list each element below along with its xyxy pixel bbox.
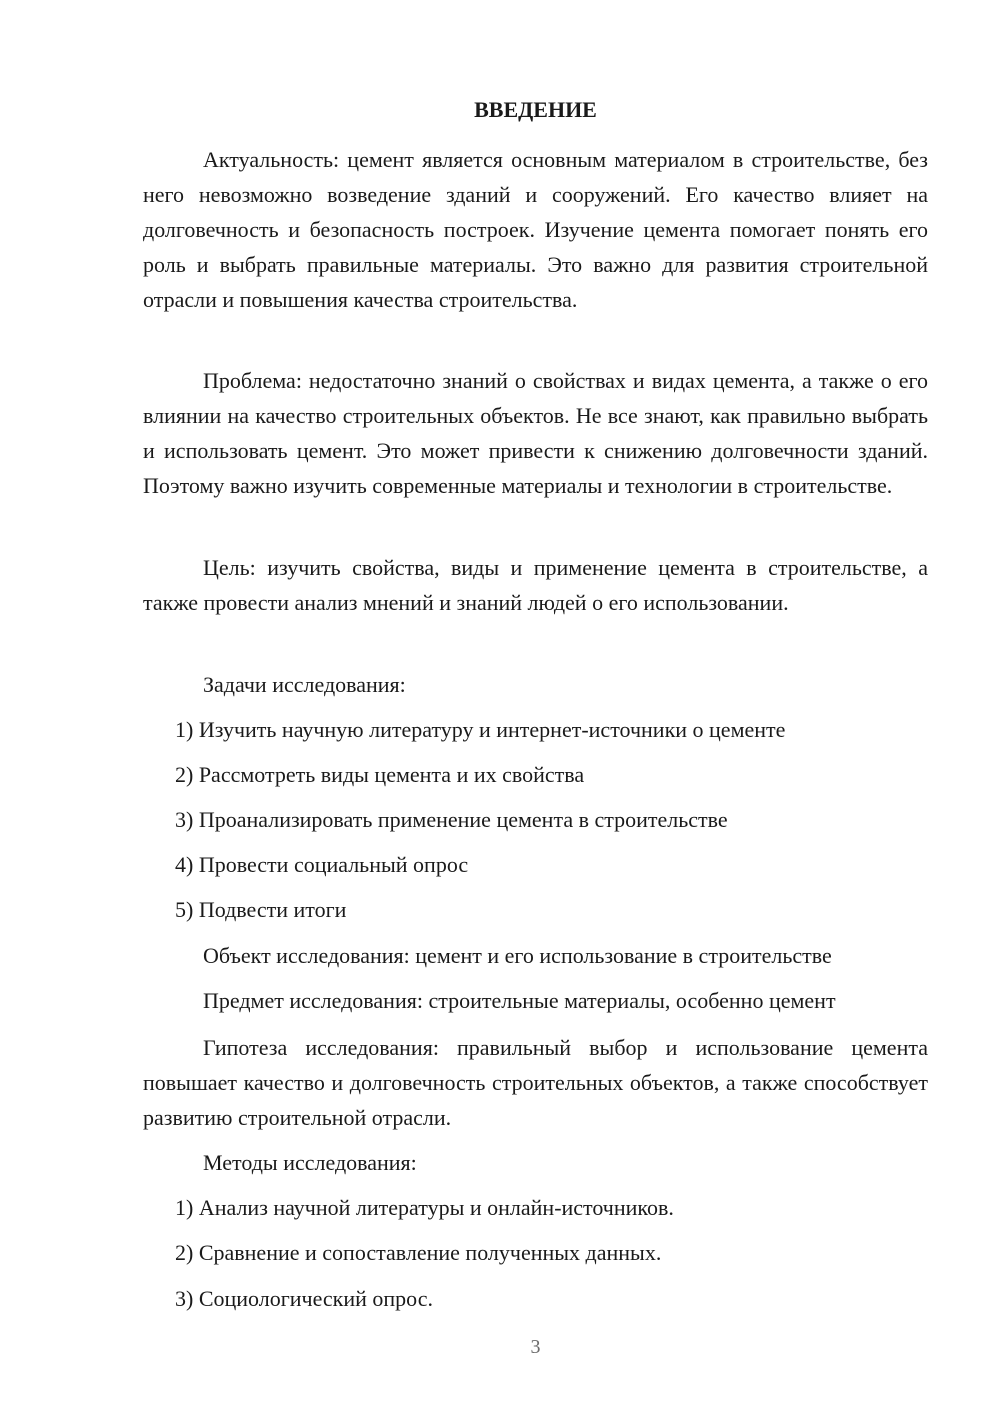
- page-number: 3: [530, 1336, 541, 1358]
- task-item-5: 5) Подвести итоги: [175, 897, 347, 922]
- hypothesis-paragraph: Гипотеза исследования: правильный выбор и использование цемента повышает качество и долговечность строительных объектов, а также способствует развитию строительной отрасли.: [143, 1035, 928, 1130]
- section-title: ВВЕДЕНИЕ: [474, 97, 597, 122]
- task-item-1: 1) Изучить научную литературу и интернет-источники о цементе: [175, 717, 786, 742]
- method-item-3: 3) Социологический опрос.: [175, 1286, 433, 1311]
- tasks-heading: Задачи исследования:: [203, 672, 406, 697]
- methods-heading: Методы исследования:: [203, 1150, 417, 1175]
- document-page: [143, 0, 928, 1414]
- task-item-2: 2) Рассмотреть виды цемента и их свойства: [175, 762, 585, 787]
- method-item-1: 1) Анализ научной литературы и онлайн-источников.: [175, 1195, 674, 1220]
- task-item-3: 3) Проанализировать применение цемента в строительстве: [175, 807, 728, 832]
- method-item-2: 2) Сравнение и сопоставление полученных данных.: [175, 1240, 662, 1265]
- relevance-paragraph: Актуальность: цемент является основным материалом в строительстве, без него невозможно возведение зданий и сооружений. Его качество влияет на долговечность и безопасность построек. Изучение цемента помогает понять его роль и выбрать правильные материалы. Это важно для развития строительной отрасли и повышения качества строительства.: [143, 147, 928, 312]
- problem-paragraph: Проблема: недостаточно знаний о свойствах и видах цемента, а также о его влиянии на качество строительных объектов. Не все знают, как правильно выбрать и использовать цемент. Это может привести к снижению долговечности зданий. Поэтому важно изучить современные материалы и технологии в строительстве.: [143, 368, 928, 498]
- research-subject: Предмет исследования: строительные материалы, особенно цемент: [203, 988, 836, 1013]
- task-item-4: 4) Провести социальный опрос: [175, 852, 469, 877]
- research-object: Объект исследования: цемент и его использование в строительстве: [203, 943, 832, 968]
- goal-paragraph: Цель: изучить свойства, виды и применение цемента в строительстве, а также провести анализ мнений и знаний людей о его использовании.: [143, 555, 928, 615]
